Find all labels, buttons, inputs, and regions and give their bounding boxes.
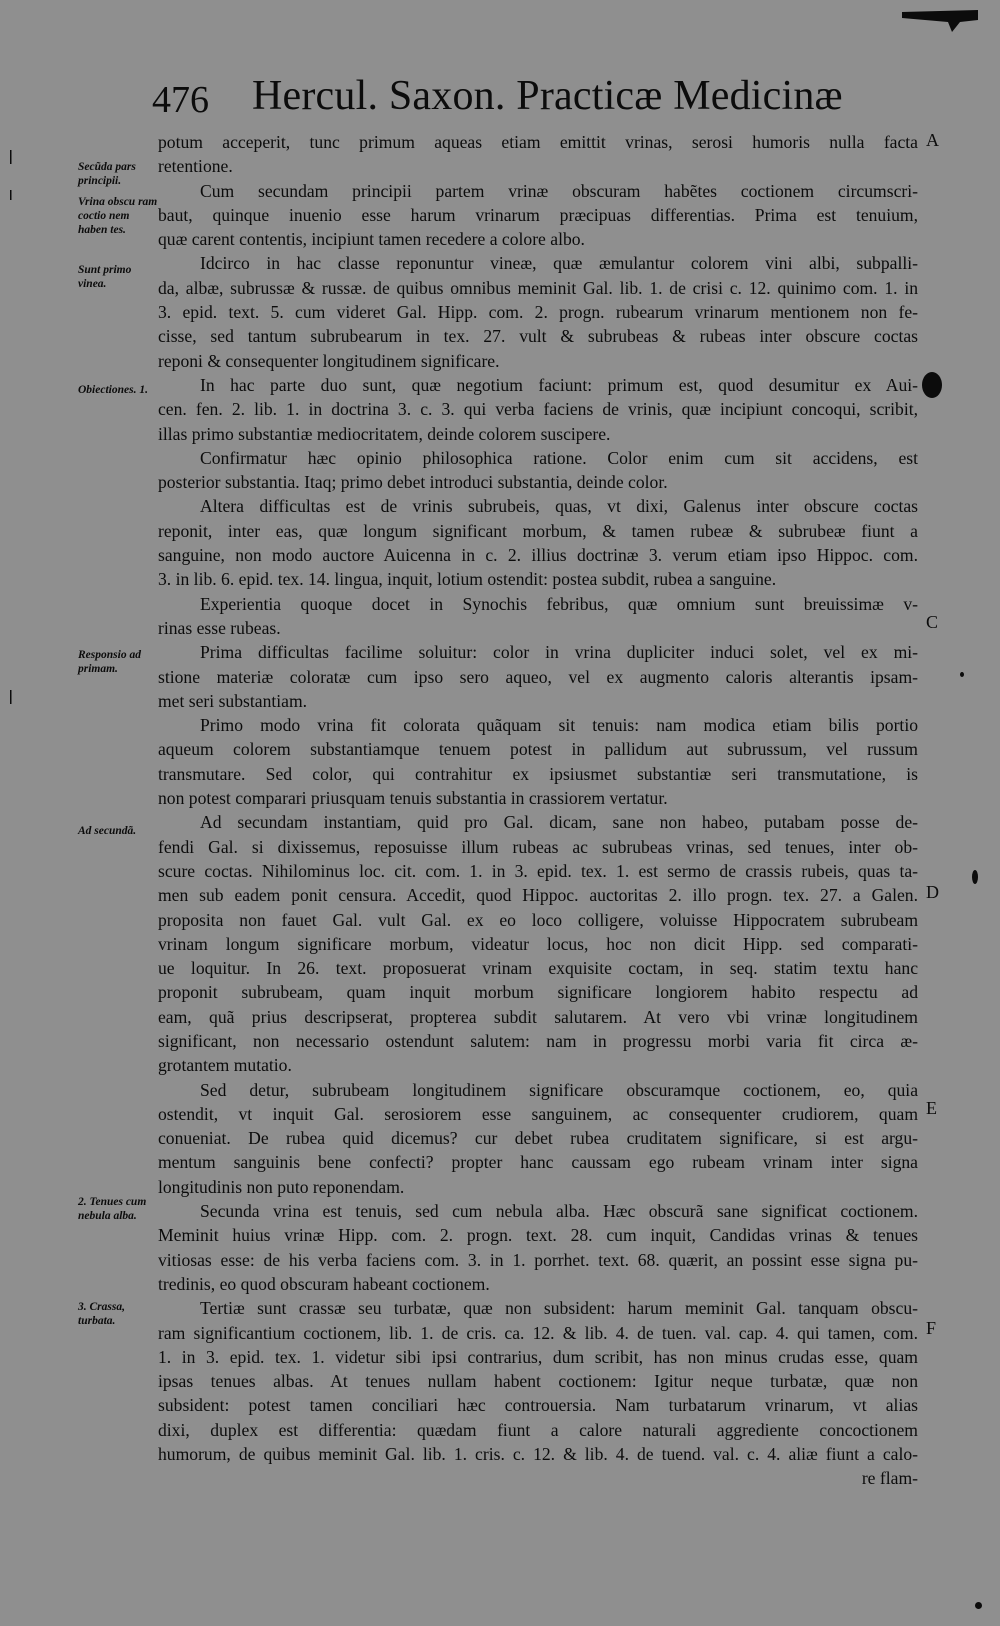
running-title: Hercul. Saxon. Practicæ Medicinæ bbox=[252, 73, 843, 119]
text-line: Cum secundam principii partem vrinæ obscuram habẽtes coctionem circumscri- bbox=[200, 180, 918, 201]
text-line: ram significantium coctionem, lib. 1. de cris. ca. 12. & lib. 4. de tuen. val. cap. 4. qui tamen, com. bbox=[158, 1322, 918, 1343]
margin-letter: E bbox=[926, 1098, 937, 1118]
text-line: grotantem mutatio. bbox=[158, 1055, 292, 1076]
text-line: da, albæ, subrussæ & russæ. de quibus omnibus meminit Gal. lib. 1. de crisi c. 12. quinimo com. 1. in bbox=[158, 277, 918, 298]
text-line: 3. epid. text. 5. cum videret Gal. Hipp. com. 2. progn. rubearum vrinarum mentionem non fe- bbox=[158, 302, 918, 323]
page-number: 476 bbox=[152, 79, 209, 121]
text-line: quæ carent contentis, incipiunt tamen recedere a colore albo. bbox=[158, 229, 585, 250]
text-line: ostendit, vt inquit Gal. serosiorem esse sanguinem, ac consequenter crudiorem, quam bbox=[158, 1103, 918, 1124]
margin-letter: D bbox=[926, 882, 939, 902]
text-line: non potest comparari priusquam tenuis substantia in crassiorem vertatur. bbox=[158, 788, 668, 809]
margin-note: Sunt primo vinea. bbox=[78, 264, 132, 290]
text-line: vitiosas esse: de his verba faciens com. 3. in 1. porrhet. text. 68. quærit, an possint esse signa pu- bbox=[158, 1249, 918, 1270]
text-line: conueniat. De rubea quid dicemus? cur debet rubea cruditatem significare, si est argu- bbox=[158, 1128, 918, 1149]
text-line: illas primo substantiæ mediocritatem, deinde colorem suscipere. bbox=[158, 423, 611, 444]
ink-blot bbox=[922, 372, 942, 398]
text-line: men sub eadem ponit censura. Accedit, quod Hippoc. auctoritas 2. illo progn. tex. 27. a Galen. bbox=[158, 885, 918, 906]
margin-note: Obiectiones. 1. bbox=[78, 384, 148, 396]
text-line: eam, quã prius descripserat, propterea subdit salutarem. At vero vbi vrinæ longitudinem bbox=[158, 1006, 918, 1027]
body-text bbox=[158, 130, 918, 1491]
page-header bbox=[152, 72, 852, 124]
text-line: Tertiæ sunt crassæ seu turbatæ, quæ non subsident: harum meminit Gal. tanquam obscu- bbox=[200, 1298, 918, 1319]
ink-blot bbox=[972, 870, 978, 884]
text-line: 3. in lib. 6. epid. tex. 14. lingua, inquit, lotium ostendit: postea subdit, rubea a sanguine. bbox=[158, 569, 777, 590]
text-line: reponit, inter eas, quæ longum significant morbum, & tamen rubeæ & subrubeæ fiunt a bbox=[158, 520, 918, 541]
text-line: In hac parte duo sunt, quæ negotium faciunt: primum est, quod desumitur ex Aui- bbox=[200, 374, 918, 395]
text-line: cen. fen. 2. lib. 1. in doctrina 3. c. 3. qui verba faciens de vrinis, quæ incipiunt concoqui, scribit, bbox=[158, 399, 918, 420]
margin-letter: A bbox=[926, 130, 939, 150]
text-line: Experientia quoque docet in Synochis febribus, quæ omnium sunt breuissimæ v- bbox=[200, 593, 918, 614]
text-line: ue loquitur. In 26. text. proposuerat vrinam exquisite coctam, in seq. statim textu hanc bbox=[158, 958, 918, 979]
text-line: significant, non necessario ostendunt salutem: nam in progressu morbi varia fit circa æ- bbox=[158, 1030, 918, 1051]
text-line: Sed detur, subrubeam longitudinem significare obscuramque coctionem, eo, quia bbox=[200, 1079, 918, 1100]
margin-letter: C bbox=[926, 612, 939, 632]
text-line: dixi, duplex est differentia: quædam fiunt a calore naturali aggrediente concoctionem bbox=[158, 1419, 918, 1440]
text-line: sanguine, non modo auctore Auicenna in c. 2. illius doctrinæ 3. verum etiam ipso Hippoc. com. bbox=[158, 545, 918, 566]
text-line: mentum sanguinis bene confecti? propter hanc caussam ego rubeam vrinam inter signa bbox=[158, 1152, 918, 1173]
corner-ink-mark bbox=[900, 8, 980, 34]
text-line: met seri substantiam. bbox=[158, 690, 308, 711]
text-line: reponi & consequenter longitudinem significare. bbox=[158, 350, 500, 371]
text-line: longitudinis non puto reponendam. bbox=[158, 1176, 405, 1197]
text-line: Idcirco in hac classe reponuntur vineæ, quæ æmulantur colorem vini albi, subpalli- bbox=[200, 253, 918, 274]
margin-note: 2. Tenues cum nebula alba. bbox=[78, 1196, 147, 1222]
margin-note: Vrina obscu ram coctio nem haben tes. bbox=[78, 196, 158, 236]
ink-blot bbox=[960, 672, 964, 677]
text-line: retentione. bbox=[158, 156, 233, 177]
text-line: Secunda vrina est tenuis, sed cum nebula alba. Hæc obscurã sane significat coctionem. bbox=[200, 1201, 918, 1222]
ink-blot bbox=[975, 1602, 982, 1609]
text-line: re flam- bbox=[861, 1468, 918, 1489]
text-line: Ad secundam instantiam, quid pro Gal. dicam, sane non habeo, putabam posse de- bbox=[200, 812, 918, 833]
text-line: stione materiæ coloratæ cum ipso sero aqueo, vel ex augmento caloris alterantis ipsam- bbox=[158, 666, 918, 687]
text-line: cisse, sed tantum subrubearum in tex. 27. vult & subrubeas & rubeas inter obscure coctas bbox=[158, 326, 918, 347]
text-line: potum acceperit, tunc primum aqueas etiam emittit vrinas, serosi humoris nulla facta bbox=[158, 132, 918, 152]
text-line: Altera difficultas est de vrinis subrubeis, quas, vt dixi, Galenus inter obscure coctas bbox=[200, 496, 918, 517]
text-line: proponit subrubeam, quam inquit morbum significare longiorem habito respectu ad bbox=[158, 982, 918, 1003]
margin-note: 3. Crassa, turbata. bbox=[78, 1301, 125, 1327]
margin-note: Ad secundã. bbox=[78, 825, 137, 837]
text-line: aqueum colorem substantiamque tenuem potest in pallidum aut subrussum, vel russum bbox=[158, 739, 918, 760]
margin-letter: F bbox=[926, 1318, 937, 1338]
text-line: tredinis, eo quod obscuram habeant coctionem. bbox=[158, 1273, 490, 1294]
text-line: ipsas tenues albas. At tenues nullam habent coctionem: Igitur neque turbatæ, quæ non bbox=[158, 1371, 918, 1392]
margin-note: Responsio ad primam. bbox=[78, 649, 141, 675]
text-line: Prima difficultas facilime soluitur: color in vrina dupliciter induci solet, vel ex mi- bbox=[200, 642, 918, 663]
text-line: 1. in 3. epid. tex. 1. videtur sibi ipsi contrarius, dum scribit, has non minus crudas esse, quam bbox=[158, 1346, 918, 1367]
text-line: transmutare. Sed color, qui contrahitur ex ipsiusmet substantiæ seri transmutatione, is bbox=[158, 763, 918, 784]
text-line: vrinam longum significare morbum, videatur locus, hoc non dicit Hipp. sed comparati- bbox=[158, 933, 918, 954]
text-line: Primo modo vrina fit colorata quãquam sit tenuis: nam modica etiam bilis portio bbox=[200, 715, 918, 736]
text-line: fendi Gal. si dixissemus, reposuisse illum rubeas ac subrubeas vrinas, sed tenues, inter ob- bbox=[158, 836, 918, 857]
text-line: Confirmatur hæc opinio philosophica ratione. Color enim cum sit accidens, est bbox=[200, 447, 918, 468]
text-line: Meminit huius vrinæ Hipp. com. 2. progn. text. 28. cum inquit, Candidas vrinas & tenues bbox=[158, 1225, 918, 1246]
text-line: proposita non fauet Gal. vult Gal. ex eo loco colligere, voluisse Hippocratem subrubeam bbox=[158, 909, 918, 930]
text-line: rinas esse rubeas. bbox=[158, 617, 281, 638]
text-line: baut, quinque inuenio esse harum vrinarum præcipuas differentias. Prima est tenuium, bbox=[158, 204, 918, 225]
margin-note: Secũda pars principii. bbox=[78, 161, 136, 187]
text-line: humorum, de quibus meminit Gal. lib. 1. cris. c. 12. & lib. 4. de tuend. val. c. 4. aliæ fiunt a calo- bbox=[158, 1444, 918, 1465]
text-line: scure coctas. Nihilominus loc. cit. com. 1. in 3. epid. tex. 1. est sermo de crassis rubeis, quas ta- bbox=[158, 860, 918, 881]
text-line: subsident: potest tamen conciliari hæc controuersia. Nam turbatarum vrinarum, vt alias bbox=[158, 1395, 918, 1416]
text-line: posterior substantia. Itaq; primo debet introduci substantia, deinde color. bbox=[158, 472, 668, 493]
binding-marks bbox=[8, 150, 14, 710]
